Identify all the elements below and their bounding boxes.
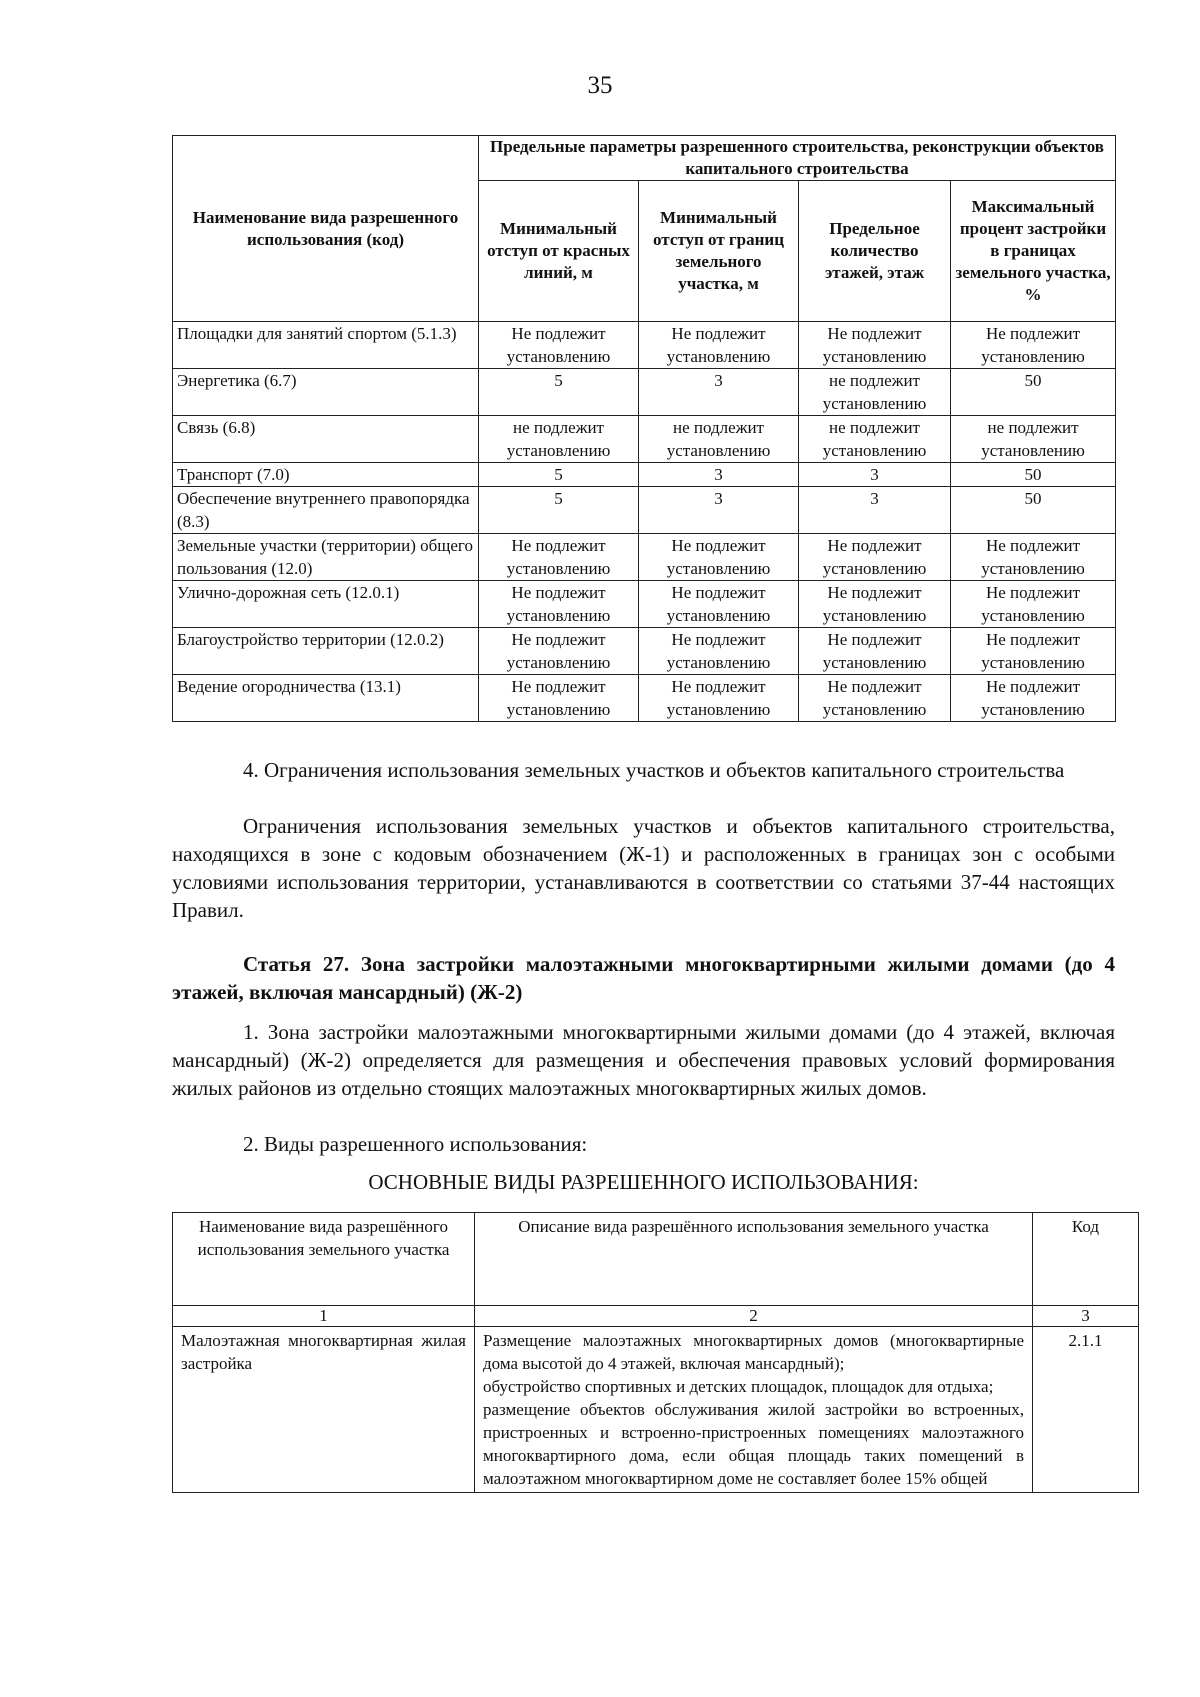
column-header-red-lines: Минимальный отступ от красных линий, м — [479, 181, 639, 322]
row-plot-borders: Не подлежит установлению — [639, 628, 799, 675]
article-27-title: Статья 27. Зона застройки малоэтажными многоквартирными жилыми домами (до 4 этажей, включая мансардный) (Ж-2) — [172, 952, 1115, 1004]
column-number: 2 — [475, 1306, 1033, 1327]
column-header-name: Наименование вида разрешенного использования (код) — [173, 136, 479, 322]
description-line: Размещение малоэтажных многоквартирных домов (многоквартирные дома высотой до 4 этажей, включая мансардный); — [483, 1331, 1024, 1373]
row-name: Земельные участки (территории) общего пользования (12.0) — [173, 534, 479, 581]
use-name: Малоэтажная многоквартирная жилая застройка — [173, 1327, 475, 1493]
row-max-percent: Не подлежит установлению — [951, 534, 1116, 581]
row-name: Площадки для занятий спортом (5.1.3) — [173, 322, 479, 369]
table-row — [173, 581, 1116, 628]
main-uses-table — [172, 1212, 1139, 1493]
row-plot-borders: 3 — [639, 369, 799, 416]
row-name: Обеспечение внутреннего правопорядка (8.3) — [173, 487, 479, 534]
table-row — [173, 628, 1116, 675]
column-number-row — [173, 1306, 1139, 1327]
row-floors: 3 — [799, 487, 951, 534]
article-27-paragraph-1: 1. Зона застройки малоэтажными многоквартирными жилыми домами (до 4 этажей, включая мансардный) (Ж-2) определяется для размещения и обеспечения правовых условий формирования жилых районов из отдельно стоящих малоэтажных многоквартирных жилых домов. — [172, 1020, 1115, 1100]
table-header-row — [173, 136, 1116, 181]
row-red-lines: Не подлежит установлению — [479, 534, 639, 581]
table-row — [173, 416, 1116, 463]
table-row — [173, 322, 1116, 369]
table-header-row — [173, 1213, 1139, 1306]
row-red-lines: не подлежит установлению — [479, 416, 639, 463]
column-group-header: Предельные параметры разрешенного строительства, реконструкции объектов капитального строительства — [479, 136, 1116, 181]
row-floors: Не подлежит установлению — [799, 322, 951, 369]
row-floors: не подлежит установлению — [799, 369, 951, 416]
table-row — [173, 487, 1116, 534]
row-red-lines: Не подлежит установлению — [479, 581, 639, 628]
row-max-percent: Не подлежит установлению — [951, 322, 1116, 369]
column-number: 3 — [1033, 1306, 1139, 1327]
main-uses-title: ОСНОВНЫЕ ВИДЫ РАЗРЕШЕННОГО ИСПОЛЬЗОВАНИЯ: — [368, 1170, 919, 1194]
column-header-plot-borders: Минимальный отступ от границ земельного участка, м — [639, 181, 799, 322]
row-floors: Не подлежит установлению — [799, 628, 951, 675]
row-plot-borders: не подлежит установлению — [639, 416, 799, 463]
column-header-floors: Предельное количество этажей, этаж — [799, 181, 951, 322]
row-plot-borders: 3 — [639, 487, 799, 534]
row-name: Ведение огородничества (13.1) — [173, 675, 479, 722]
row-floors: Не подлежит установлению — [799, 675, 951, 722]
row-red-lines: 5 — [479, 369, 639, 416]
table-row — [173, 369, 1116, 416]
column-header-max-percent: Максимальный процент застройки в границах земельного участка, % — [951, 181, 1116, 322]
parameters-table — [172, 135, 1116, 722]
row-floors: 3 — [799, 463, 951, 487]
column-header-use-name: Наименование вида разрешённого использования земельного участка — [173, 1213, 475, 1306]
row-name: Транспорт (7.0) — [173, 463, 479, 487]
section-4-heading: 4. Ограничения использования земельных участков и объектов капитального строительства — [243, 758, 1065, 782]
row-max-percent: Не подлежит установлению — [951, 675, 1116, 722]
row-name: Улично-дорожная сеть (12.0.1) — [173, 581, 479, 628]
article-27-paragraph-2: 2. Виды разрешенного использования: — [243, 1132, 588, 1156]
row-floors: Не подлежит установлению — [799, 581, 951, 628]
row-plot-borders: Не подлежит установлению — [639, 322, 799, 369]
description-line: размещение объектов обслуживания жилой застройки во встроенных, пристроенных и встроенно-пристроенных помещениях малоэтажного многоквартирного дома, если общая площадь таких помещений в малоэтажном многоквартирном доме не составляет более 15% общей — [483, 1400, 1024, 1488]
row-name: Связь (6.8) — [173, 416, 479, 463]
row-name: Энергетика (6.7) — [173, 369, 479, 416]
row-plot-borders: Не подлежит установлению — [639, 534, 799, 581]
page-number: 35 — [587, 72, 613, 99]
use-description — [475, 1327, 1033, 1493]
row-max-percent: 50 — [951, 487, 1116, 534]
row-red-lines: Не подлежит установлению — [479, 628, 639, 675]
use-code: 2.1.1 — [1033, 1327, 1139, 1493]
column-header-description: Описание вида разрешённого использования земельного участка — [475, 1213, 1033, 1306]
row-plot-borders: Не подлежит установлению — [639, 581, 799, 628]
table-row — [173, 675, 1116, 722]
row-name: Благоустройство территории (12.0.2) — [173, 628, 479, 675]
row-max-percent: 50 — [951, 463, 1116, 487]
row-red-lines: 5 — [479, 463, 639, 487]
row-floors: не подлежит установлению — [799, 416, 951, 463]
row-max-percent: Не подлежит установлению — [951, 581, 1116, 628]
table-row — [173, 1327, 1139, 1493]
row-max-percent: Не подлежит установлению — [951, 628, 1116, 675]
row-max-percent: 50 — [951, 369, 1116, 416]
row-plot-borders: Не подлежит установлению — [639, 675, 799, 722]
column-header-code: Код — [1033, 1213, 1139, 1306]
row-plot-borders: 3 — [639, 463, 799, 487]
row-red-lines: Не подлежит установлению — [479, 675, 639, 722]
description-line: обустройство спортивных и детских площадок, площадок для отдыха; — [483, 1377, 994, 1396]
row-red-lines: Не подлежит установлению — [479, 322, 639, 369]
section-4-text: Ограничения использования земельных участков и объектов капитального строительства, находящихся в зоне с кодовым обозначением (Ж-1) и расположенных в границах зон с особыми условиями использования территории, устанавливаются в соответствии со статьями 37-44 настоящих Правил. — [172, 814, 1115, 922]
column-number: 1 — [173, 1306, 475, 1327]
row-max-percent: не подлежит установлению — [951, 416, 1116, 463]
row-floors: Не подлежит установлению — [799, 534, 951, 581]
row-red-lines: 5 — [479, 487, 639, 534]
table-row — [173, 534, 1116, 581]
table-row — [173, 463, 1116, 487]
